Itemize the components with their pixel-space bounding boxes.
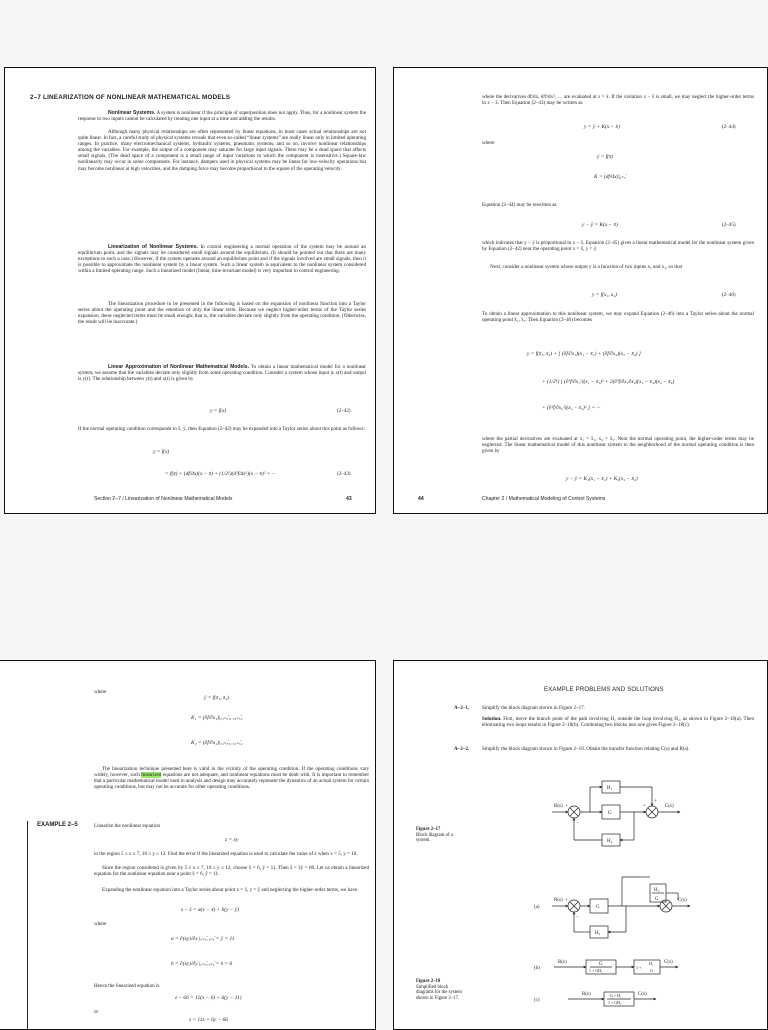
taylor-expansion-line-1: y = f(x̄₁, x̄₂) + [ (∂f/∂x₁)(x₁ − x̄₁) + (∂f/∂x₂)(x₂ − x̄₂) ] bbox=[527, 351, 641, 357]
validity-paragraph: The linearization technique presented here is valid in the vicinity of the operating condition. If the operating conditions vary widely, however, such linearized equations are not adequate, and nonlinear equations must be dealt with. It is important to remember that a particular mathematical model used in analysis and design may accurately represent the dynamics of an actual system for certain operating conditions, but may not be accurate for other operating conditions. bbox=[94, 766, 370, 791]
equation-number-2-42: (2–42) bbox=[337, 408, 351, 414]
figure-2-18b-diagram bbox=[554, 960, 678, 974]
final-linear-model: y − ȳ = K₁(x₁ − x̄₁) + K₂(x₂ − x̄₂) bbox=[566, 476, 638, 482]
label-rs: R(s) bbox=[554, 804, 563, 809]
label-h1-over-g-top: H₁ bbox=[654, 888, 660, 893]
footer-chapter: Chapter 2 / Mathematical Modeling of Control Systems bbox=[482, 496, 606, 502]
k1-definition: K₁ = (∂f/∂x₁)|ₓ₁₌ₓ̄₁, ₓ₂₌ₓ̄₂ bbox=[191, 715, 243, 721]
label-cs-a: C(s) bbox=[678, 898, 687, 903]
label-cs-c: C(s) bbox=[638, 992, 647, 997]
linearization-paragraph-2: The linearization procedure to be presented in the following is based on the expansion of nonlinear function into a Taylor series about the operating point and the retention of only the linear term. Because we neglect higher-order terms of the Taylor series expansion, these neglected terms must be small enough; that is, the variables deviate only slightly from the operating condition. (Otherwise, the result will be inaccurate.) bbox=[78, 301, 366, 326]
paragraph-4: where the partial derivatives are evaluated at x₁ = x̄₁, x₂ = x̄₂. Near the normal operating point, the higher-order terms may be neglected. The linear mathematical model of this nonlinear system in the neighborhood of the normal operating condition is then given by bbox=[482, 436, 754, 455]
equation-2-46: y = f(x₁, x₂) bbox=[592, 292, 618, 298]
label-c: (c) bbox=[534, 998, 540, 1003]
nonlinear-systems-paragraph: Nonlinear Systems. A system is nonlinear if the principle of superposition does not apply. Thus, for a nonlinear system the response to two inputs cannot be calculated by treating one input at a time and adding the results. bbox=[78, 110, 366, 123]
nonlinear-systems-heading: Nonlinear Systems. bbox=[108, 110, 156, 116]
page-43 bbox=[4, 67, 376, 514]
problem-a21-text: Simplify the block diagram shown in Figure 2–17. bbox=[482, 705, 585, 711]
rewrite-sentence: Equation (2–44) may be rewritten as bbox=[482, 202, 557, 208]
label-rs-a: R(s) bbox=[554, 898, 563, 903]
label-g-over-top: G bbox=[599, 962, 603, 967]
taylor-expansion-line-2: + (1/2!) [ (∂²f/∂x₁²)(x₁ − x̄₁)² + 2(∂²f/∂x₁∂x₂)(x₁ − x̄₁)(x₂ − x̄₂) bbox=[542, 379, 675, 385]
sign-minus-1: − bbox=[576, 821, 579, 826]
ybar-two-input: ȳ = f(x̄₁, x̄₂) bbox=[204, 695, 230, 701]
block-diagrams bbox=[394, 661, 768, 1030]
label-cs-b: C(s) bbox=[664, 960, 673, 965]
figure-2-17-diagram bbox=[552, 781, 680, 846]
taylor-expansion-line-3: + (∂²f/∂x₂²)(x₂ − x̄₂)² ] + ··· bbox=[542, 405, 601, 411]
section-title: 2–7 LINEARIZATION OF NONLINEAR MATHEMATICAL MODELS bbox=[30, 94, 231, 101]
label-rs-b: R(s) bbox=[558, 960, 567, 965]
solution-label: Solution. bbox=[482, 716, 502, 722]
linearization-heading: Linearization of Nonlinear Systems. bbox=[108, 244, 198, 250]
equation-number-2-45: (2–45) bbox=[722, 222, 736, 228]
equation-2-44: y = ȳ + K(x − x̄) bbox=[584, 124, 620, 130]
label-h1: H₁ bbox=[607, 786, 613, 791]
paragraph-3: To obtain a linear approximation to this nonlinear system, we may expand Equation (2–46) into a Taylor series about the normal operating point x̄₁, x̄₂. Then Equation (2–46) becomes bbox=[482, 311, 754, 324]
label-g-over-bottom: 1 + GH₂ bbox=[589, 968, 603, 973]
figure-2-18-caption: Figure 2–18 Simplified block diagrams for the system shown in Figure 2–17. bbox=[416, 979, 462, 1001]
sign-plus-1: + bbox=[565, 804, 568, 809]
example-intro: Linearize the nonlinear equation bbox=[94, 823, 161, 829]
paragraph-after-2-42: If the normal operating condition corresponds to x̄, ȳ, then Equation (2–42) may be expanded into a Taylor series about this point as follows: bbox=[78, 426, 365, 432]
example-paragraph-1: in the region 5 ≤ x ≤ 7, 10 ≤ y ≤ 12. Find the error if the linearized equation is used to calculate the value of z when x = 5, y = 10. bbox=[94, 851, 358, 857]
sign-plus-3: + bbox=[654, 799, 657, 804]
hence-sentence: Hence the linearized equation is bbox=[94, 983, 160, 989]
example-paragraph-2: Since the region considered is given by 5 ≤ x ≤ 7, 10 ≤ y ≤ 12, choose x̄ = 6, ȳ = 11. Then z̄ = x̄ȳ = 66. Let us obtain a linearized equation for the nonlinear equation near a point x̄ = 6, ȳ = 11. bbox=[94, 865, 369, 878]
label-rs-c: R(s) bbox=[582, 992, 591, 997]
equation-final: z = 11x + 6y − 66 bbox=[189, 1017, 228, 1023]
equation-number-2-46: (2–46) bbox=[722, 292, 736, 298]
label-one-plus: 1 + bbox=[636, 965, 642, 970]
problem-a22-text: Simplify the block diagram shown in Figure 2–19. Obtain the transfer function relating C(s) and R(s). bbox=[482, 746, 690, 752]
problem-a21-label: A–2–1. bbox=[454, 705, 470, 711]
label-h2: H₂ bbox=[607, 839, 613, 844]
label-gh1-bottom: 1 + GH₂ bbox=[608, 1000, 622, 1005]
k2-definition: K₂ = (∂f/∂x₂)|ₓ₁₌ₓ̄₁, ₓ₂₌ₓ̄₂ bbox=[191, 740, 243, 746]
page-44 bbox=[393, 67, 768, 514]
equation-number-2-44: (2–44) bbox=[722, 124, 736, 130]
k-definition: K = (df/dx)|ₓ₌ₓ̄ bbox=[594, 174, 626, 180]
highlighted-word: linearized bbox=[141, 772, 162, 779]
example-label: EXAMPLE 2–5 bbox=[37, 822, 78, 828]
sign-plus-a1: + bbox=[565, 898, 568, 903]
linearization-paragraph: Linearization of Nonlinear Systems. In control engineering a normal operation of the system may be around an equilibrium point, and the signals may be considered small signals around the equilibrium. (It should be pointed out that there are many exceptions to such a case.) However, if the system operates around an equilibrium point and if the signals involved are small signals, then it is possible to approximate the nonlinear system by a linear system. Such a linear system is equivalent to the nonlinear system considered within a limited operating range. Such a linearized model (linear, time-invariant model) is very important in control engineering. bbox=[78, 244, 366, 275]
where-label: where bbox=[482, 140, 495, 146]
paragraph-2: Next, consider a nonlinear system whose output y is a function of two inputs x₁ and x₂, so that bbox=[490, 264, 682, 270]
label-h1-over-g-bottom: G bbox=[655, 897, 659, 902]
label-gh1-top: G + H₁ bbox=[610, 993, 622, 998]
intro-paragraph: where the derivatives df/dx, d²f/dx², … are evaluated at x = x̄. If the variation x − x̄ is small, we may neglect the higher-order terms in x − x̄. Then Equation (2–43) may be written as bbox=[482, 94, 754, 107]
equation-hence: z − 66 = 11(x − 6) + 6(y − 11) bbox=[175, 995, 242, 1001]
footer-section: Section 2–7 / Linearization of Nonlinear Mathematical Models bbox=[94, 496, 233, 502]
equation-linearized-general: z − z̄ = a(x − x̄) + b(y − ȳ) bbox=[181, 907, 240, 913]
paragraph-1: which indicates that y − ȳ is proportional to x − x̄. Equation (2–45) gives a linear mathematical model for the nonlinear system given by Equation (2–42) near the operating point x = x̄, y = ȳ. bbox=[482, 240, 754, 253]
examples-title: EXAMPLE PROBLEMS AND SOLUTIONS bbox=[544, 687, 664, 693]
equation-2-42: y = f(x) bbox=[210, 408, 227, 414]
sign-plus-2: + bbox=[643, 804, 646, 809]
label-a: (a) bbox=[534, 905, 540, 910]
label-h2-a: H₂ bbox=[595, 931, 601, 936]
where-label-2: where bbox=[94, 921, 107, 927]
footer-page-number: 44 bbox=[418, 496, 424, 502]
sign-minus-a1: − bbox=[576, 915, 579, 920]
equation-z-xy: z = xy bbox=[225, 837, 239, 843]
equation-2-43-line-1: y = f(x) bbox=[153, 449, 170, 455]
linear-approx-heading: Linear Approximation of Nonlinear Mathematical Models. bbox=[108, 364, 250, 370]
label-h1-frac-bottom: G bbox=[650, 968, 653, 973]
equation-number-2-43: (2–43) bbox=[337, 471, 351, 477]
equation-2-43-line-2: = f(x̄) + (df/dx)(x − x̄) + (1/2!)(d²f/dx²)(x − x̄)² + ··· bbox=[165, 471, 276, 477]
example-paragraph-3: Expanding the nonlinear equation into a Taylor series about point x = x̄, y = ȳ and neglecting the higher-order terms, we have bbox=[102, 887, 358, 893]
figure-2-18a-diagram bbox=[552, 877, 690, 938]
linear-approx-paragraph: Linear Approximation of Nonlinear Mathematical Models. To obtain a linear mathematical model for a nonlinear system, we assume that the variables deviate only slightly from some operating condition. Consider a system whose input is x(t) and output is y(t). The relationship between y(t) and x(t) is given by bbox=[78, 364, 366, 383]
problem-a21-solution: Solution. First, move the branch point of the path involving H₁ outside the loop involving H₂, as shown in Figure 2–18(a). Then eliminating two loops results in Figure 2–18(b). Combining two blocks into one gives Figure 2–18(c). bbox=[482, 716, 754, 729]
equation-a: a = ∂(xy)/∂x |ₓ₌ₓ̄, ᵧ₌ᵧ̄ = ȳ = 11 bbox=[171, 936, 235, 942]
label-g-a: G bbox=[596, 905, 600, 910]
label-h1-frac-top: H₁ bbox=[649, 961, 654, 966]
example-side-rule bbox=[27, 821, 28, 1030]
footer-page-number: 43 bbox=[346, 496, 352, 502]
problem-a22-label: A–2–2. bbox=[454, 746, 470, 752]
nonlinear-systems-paragraph-2: Although many physical relationships are often represented by linear equations, in most cases actual relationships are not quite linear. In fact, a careful study of physical systems reveals that even so-called “linear systems” are really linear only in limited operating ranges. In practice, many electromechanical systems, hydraulic systems, pneumatic systems, and so on, involve nonlinear relationships among the variables. For example, the output of a component may saturate for large input signals. There may be a dead space that affects small signals. (The dead space of a component is a small range of input variations to which the component is insensitive.) Square-law nonlinearity may occur in some components. For instance, dampers used in physical systems may be linear for low-velocity operations but may become nonlinear at high velocities, and the damping force may become proportional to the square of the operating velocity. bbox=[78, 129, 366, 172]
equation-b: b = ∂(xy)/∂y |ₓ₌ₓ̄, ᵧ₌ᵧ̄ = x̄ = 6 bbox=[171, 961, 233, 967]
ybar-definition: ȳ = f(x̄) bbox=[597, 154, 614, 160]
page-46 bbox=[393, 660, 768, 1030]
or-label: or bbox=[94, 1009, 99, 1015]
label-g: G bbox=[608, 811, 612, 816]
where-label: where bbox=[94, 689, 107, 695]
equation-2-45: y − ȳ = K(x − x̄) bbox=[582, 222, 618, 228]
figure-2-17-caption: Figure 2–17 Block diagram of a system. bbox=[416, 827, 453, 844]
label-cs: C(s) bbox=[665, 804, 674, 809]
page-45 bbox=[0, 660, 376, 1030]
label-b: (b) bbox=[534, 966, 540, 971]
